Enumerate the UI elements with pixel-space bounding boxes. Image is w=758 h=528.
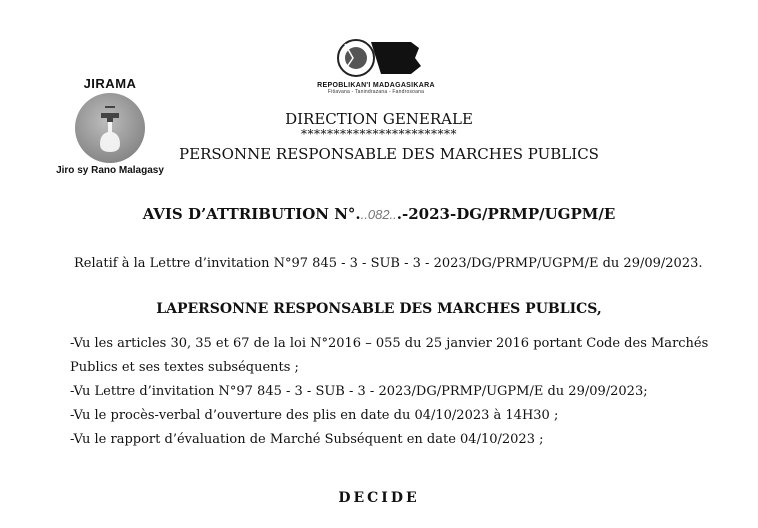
vu-line-1b: Publics et ses textes subséquents ; bbox=[70, 360, 299, 375]
stars-divider: ************************ bbox=[301, 127, 457, 141]
republic-seal-icon bbox=[301, 36, 451, 78]
vu-line-4: -Vu le rapport d’évaluation de Marché Subséquent en date 04/10/2023 ; bbox=[70, 432, 544, 447]
vu-line-3: -Vu le procès-verbal d’ouverture des plis en date du 04/10/2023 à 14H30 ; bbox=[70, 408, 559, 423]
national-motto: Fitiavana - Tanindrazana - Fandrosoana bbox=[327, 89, 425, 95]
madagascar-emblem bbox=[296, 36, 456, 96]
jirama-name: JIRAMA bbox=[83, 76, 137, 91]
prmp-title: PERSONNE RESPONSABLE DES MARCHES PUBLICS bbox=[179, 145, 599, 163]
avis-prefix: AVIS D’ATTRIBUTION N°. bbox=[142, 205, 361, 223]
vu-line-2: -Vu Lettre d’invitation N°97 845 - 3 - SUB - 3 - 2023/DG/PRMP/UGPM/E du 29/09/2023; bbox=[70, 384, 648, 399]
country-name: REPOBLIKAN'I MADAGASIKARA bbox=[317, 82, 435, 89]
decide-heading: DECIDE bbox=[338, 490, 420, 506]
jirama-tagline: Jiro sy Rano Malagasy bbox=[56, 165, 164, 176]
avis-suffix: .-2023-DG/PRMP/UGPM/E bbox=[396, 205, 616, 223]
avis-number: ..082.. bbox=[360, 207, 397, 222]
la-prmp-heading: LAPERSONNE RESPONSABLE DES MARCHES PUBLICS, bbox=[156, 301, 602, 317]
relatif-line: Relatif à la Lettre d’invitation N°97 845 - 3 - SUB - 3 - 2023/DG/PRMP/UGPM/E du 29/09/2023. bbox=[74, 256, 703, 271]
vu-line-1a: -Vu les articles 30, 35 et 67 de la loi N°2016 – 055 du 25 janvier 2016 portant Code des Marchés bbox=[70, 336, 709, 351]
avis-title bbox=[0, 205, 758, 223]
direction-title: DIRECTION GENERALE bbox=[285, 110, 473, 128]
